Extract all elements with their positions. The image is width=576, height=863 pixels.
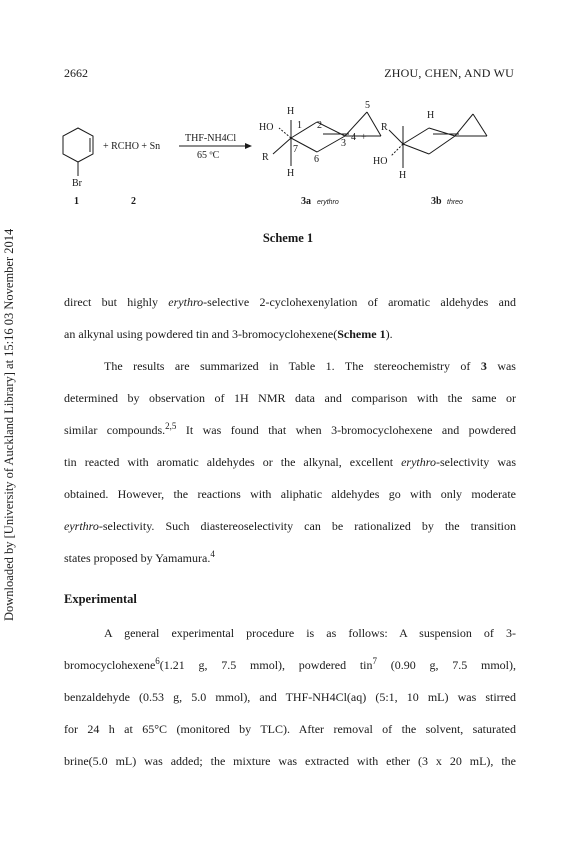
reagents-label: + RCHO + Sn [103, 141, 161, 152]
atom-num-4: 4 [351, 132, 356, 143]
text-line: A general experimental procedure is as follows: A suspension of 3- [104, 626, 516, 640]
cyclohexene-ring [63, 128, 93, 176]
running-head-authors: ZHOU, CHEN, AND WU [384, 66, 514, 80]
text-line: benzaldehyde (0.53 g, 5.0 mmol), and THF-NH4Cl(aq) (5:1, 10 mL) was stirred [64, 690, 516, 704]
text-line: similar compounds.$^{2,5}$ It was found that when 3-bromocyclohexene and powdered [64, 421, 516, 437]
text-line: bromocyclohexene$^6$(1.21 g, 7.5 mmol), powdered tin$^7$ (0.90 g, 7.5 mmol), [64, 656, 516, 672]
download-watermark: Downloaded by [University of Auckland Library] at 15:16 03 November 2014 [2, 228, 16, 622]
experimental-heading: Experimental [64, 592, 137, 606]
compound-1-label: 1 [74, 196, 79, 207]
paragraph-intro [64, 286, 516, 350]
br-label: Br [72, 178, 82, 189]
paragraph-results [64, 350, 516, 574]
plus-sign: + [361, 132, 367, 143]
reaction-scheme-drawing [55, 100, 525, 220]
text-line: obtained. However, the reactions with aliphatic aldehydes go with only moderate [64, 487, 516, 501]
scheme-caption: Scheme 1 [262, 231, 314, 245]
atom-num-6: 6 [314, 154, 319, 165]
atom-num-1: 1 [297, 120, 302, 131]
atom-h-top: H [287, 106, 295, 117]
compound-2-label: 2 [131, 196, 136, 207]
page-number: 2662 [64, 66, 88, 80]
product-3b-structure [389, 114, 487, 168]
text-line: for 24 h at 65°C (monitored by TLC). After removal of the solvent, saturated [64, 722, 516, 736]
atom-num-5: 5 [365, 100, 370, 111]
atom-num-2: 2 [317, 120, 322, 131]
text-line: brine(5.0 mL) was added; the mixture was extracted with ether (3 x 20 mL), the [64, 754, 516, 768]
atom-h-b-bottom: H [399, 170, 407, 181]
paragraph-experimental [64, 617, 516, 777]
text-line: states proposed by Yamamura.$^4$ [64, 549, 215, 565]
atom-ho-b: HO [373, 156, 388, 167]
compound-3b-label: 3b [431, 196, 442, 207]
atom-num-3: 3 [341, 138, 346, 149]
compound-3a-desc: erythro [317, 199, 339, 206]
atom-r-b: R [381, 122, 388, 133]
arrow-conditions-bottom: 65 ºC [197, 150, 220, 161]
arrow-conditions-top: THF-NH4Cl [185, 133, 237, 144]
text-line: eyrthro-selectivity. Such diastereoselectivity can be rationalized by the transition [64, 519, 516, 533]
text-line: The results are summarized in Table 1. The stereochemistry of 3 was [104, 359, 516, 373]
atom-h-b-top: H [427, 110, 435, 121]
atom-ho: HO [259, 122, 274, 133]
compound-3a-label: 3a [301, 196, 311, 207]
atom-h-bottom: H [287, 168, 295, 179]
text-line: tin reacted with aromatic aldehydes or the alkynal, excellent erythro-selectivity was [64, 455, 516, 469]
text-line: determined by observation of 1H NMR data and comparison with the same or [64, 391, 516, 405]
atom-num-7: 7 [293, 144, 298, 155]
atom-r: R [262, 152, 269, 163]
text-line: direct but highly erythro-selective 2-cyclohexenylation of aromatic aldehydes and [64, 295, 516, 309]
text-line: an alkynal using powdered tin and 3-bromocyclohexene(Scheme 1). [64, 327, 393, 341]
reaction-scheme [55, 100, 525, 220]
compound-3b-desc: threo [447, 199, 463, 206]
